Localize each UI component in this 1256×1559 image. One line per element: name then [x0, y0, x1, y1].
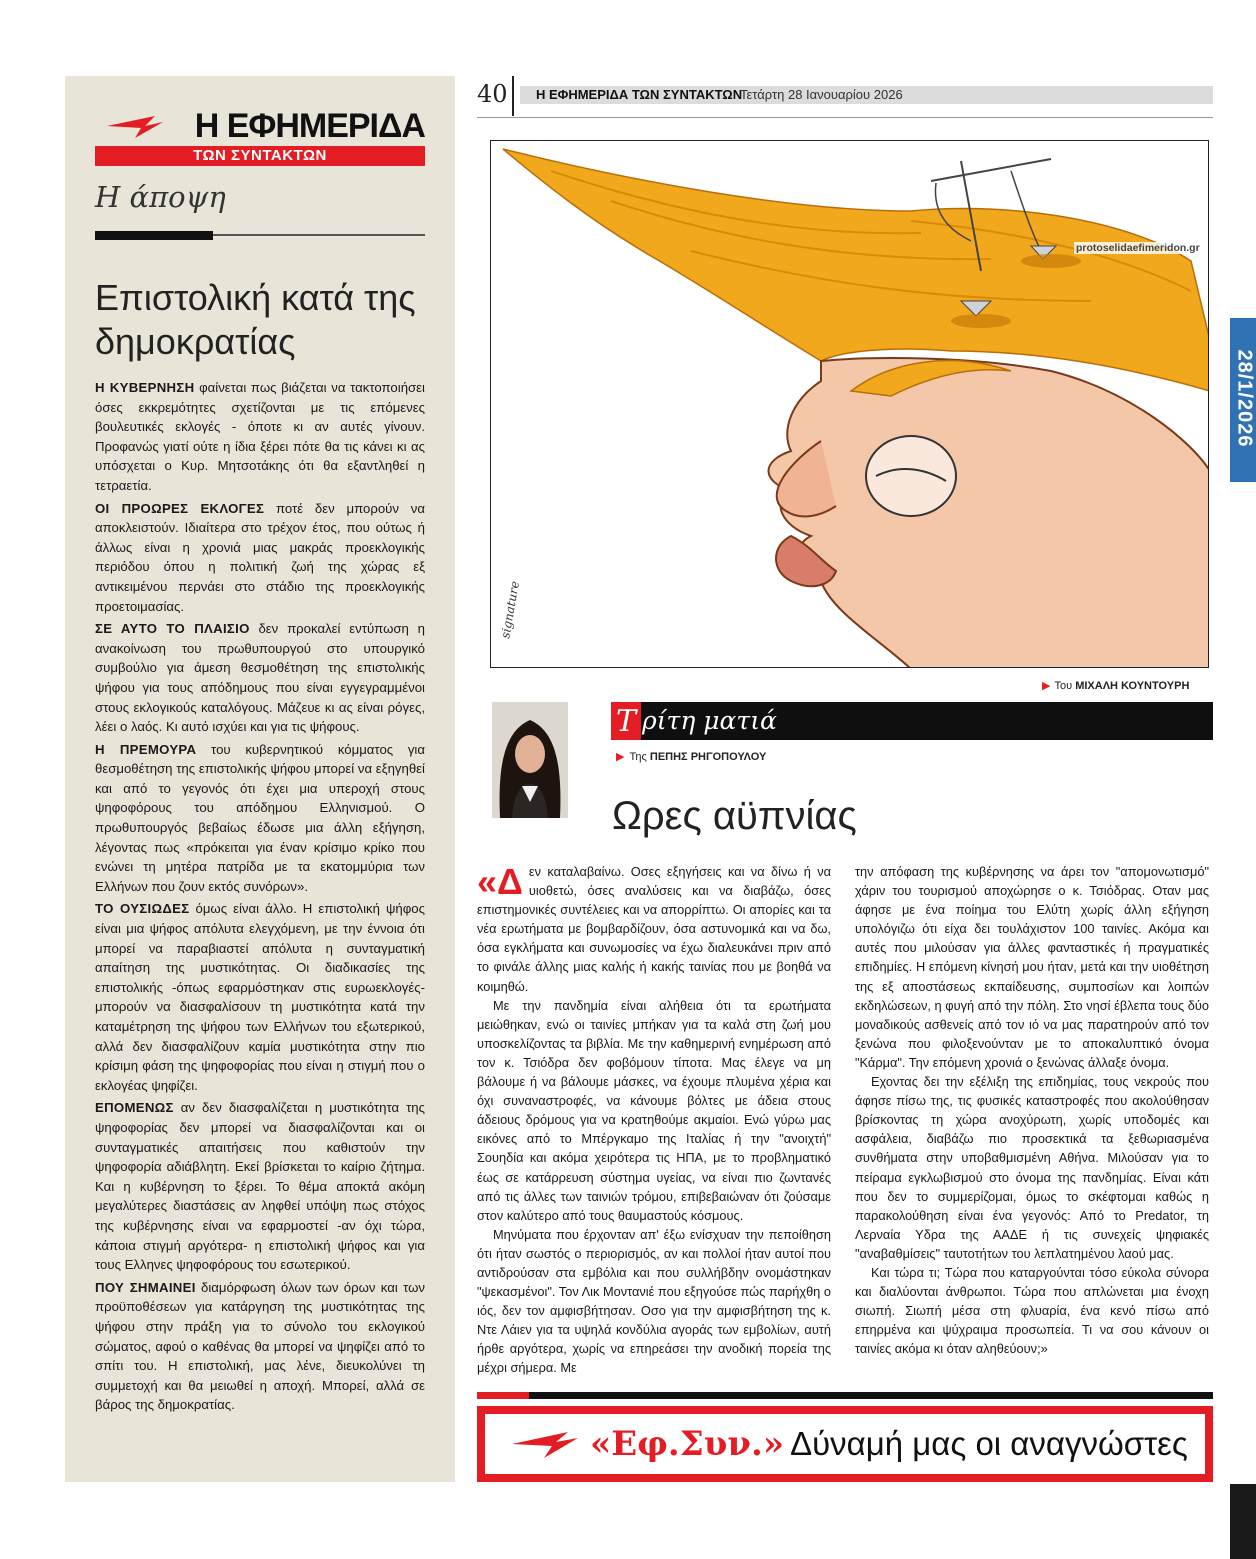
- logo-sub-text: ΤΩΝ ΣΥΝΤΑΚΤΩΝ: [193, 147, 327, 164]
- logo-main-text: Η ΕΦΗΜΕΡΙΔΑ: [194, 107, 425, 145]
- watermark-text: protoselidaefimeridon.gr: [1076, 242, 1200, 254]
- swoosh-icon: [510, 1426, 580, 1462]
- cartoon-credit: ▶ Του ΜΙΧΑΛΗ ΚΟΥΝΤΟΥΡΗ: [1042, 680, 1190, 692]
- opinion-body: [95, 378, 425, 1418]
- article-paragraph: «Δεν καταλαβαίνω. Οσες εξηγήσεις και να δίνω ή να υιοθετώ, όσες αναλύσεις και να διαβάζω, όσες επιστημονικές συντέλειες και να απορρίπτω. Οι απορίες και τα νέα ερωτήματα με βομβαρδίζουν, όσα αστυνομικά και να δω, όσα εγκλήματα και συνωμοσίες να έχω διαλευκάνει πριν από το φινάλε άλλης μιας καλής ή κακής ταινίας που με βοηθά να κοιμηθώ.: [477, 861, 831, 994]
- opinion-paragraph: ΣΕ ΑΥΤΟ ΤΟ ΠΛΑΙΣΙΟ δεν προκαλεί εντύπωση η ανακοίνωση του πρωθυπουργού στο υπουργικό συμβούλιο για άμεση θεσμοθέτηση της επιστολικής ψήφου για τους απόδημους που είναι εγγεγραμμένοι στους εκλογικούς καταλόγους. Μάζευε κι ας είναι ρόγες, λέει ο λαός. Κι αυτό ισχύει και για τις ψήφους.: [95, 621, 425, 735]
- article-paragraph: Με την πανδημία είναι αλήθεια ότι τα ερωτήματα μειώθηκαν, ενώ οι ταινίες μπήκαν για τα καλά στη ζωή μου υποσκελίζοντας τα βιβλία. Με την καθημερινή ενημέρωση από τον κ. Τσιόδρα δεν φοβόμουν τίποτα. Μας έλεγε να μη βάλουμε ή να βάλουμε μάσκες, να έχουμε πλυμένα χέρια και όχι συναναστροφές, να κάνουμε βόλτες με άδεια στους άδειους δρόμους για να κρατηθούμε ακμαίοι. Ενώ γύρω μας εικόνες από το Μπέργκαμο της Ιταλίας ή την "ανοιχτή" Σουηδία και ακόμα χειρότερα τις ΗΠΑ, με το προβληματικό έως σε κατάρρευση σύστημα υγείας, να είναι πιο ζωντανές από τις άλλες των ταινιών τρόμου, επιβεβαιώναν ότι ζούσαμε στον καλύτερο από τους θαυμαστούς κόσμους.: [477, 997, 831, 1223]
- drop-cap: «Δ: [477, 861, 523, 902]
- corner-block: [1230, 1484, 1256, 1559]
- article-headline: Ωρες αϋπνίας: [612, 794, 857, 838]
- column-byline: ▶ Της ΠΕΠΗΣ ΡΗΓΟΠΟΥΛΟΥ: [616, 751, 767, 763]
- date-side-tab: 28/1/2026: [1230, 318, 1256, 482]
- opinion-paragraph: ΟΙ ΠΡΟΩΡΕΣ ΕΚΛΟΓΕΣ ποτέ δεν μπορούν να αποκλειστούν. Ιδιαίτερα στο τρέχον έτος, που ούτως ή άλλως είναι η χρονιά μιας μακράς προεκλογικής περιόδου όπου η πολιτική ζωή της χώρας εξ αντικειμένου περνάει στο στάδιο της προεκλογικής προετοιμασίας.: [95, 500, 425, 614]
- opinion-headline: Επιστολική κατά της δημοκρατίας: [95, 277, 416, 362]
- article-paragraph: την απόφαση της κυβέρνησης να άρει τον "απομονωτισμό" χάριν του τουρισμού αποχώρησε ο κ. Τσιόδρας. Οταν μας άφησε με ένα ποίημα του Ελύτη χωρίς άλλη εξήγηση υπολόγιζω ότι είχα δει τουλάχιστον 100 ταινίες. Ακόμα και αυτές που μιλούσαν για άλλες φανταστικές ή πραγματικές επιδημίες. Η επόμενη κίνησή μου ήταν, μετά και την υιοθέτηση της εξ αποστάσεως εκπαίδευσης, συμποσίων και λοιπών εκδηλώσεων, η φυγή από την πόλη. Στο νησί έβλεπα τους δύο μοναδικούς ασθενείς από τον ιό να μας παρατηρούν από τον ξενώνα που φιλοξενούνταν με το αποκαλυπτικό όνομα "Κάρμα". Την επόμενη χρονιά ο ξενώνας άλλαξε όνομα.: [855, 864, 1209, 1070]
- triangle-icon: ▶: [616, 751, 625, 763]
- triangle-icon: ▶: [1042, 680, 1051, 692]
- column-title-initial: Τ: [611, 702, 641, 740]
- article-column-2: [855, 862, 1209, 1358]
- opinion-paragraph: ΕΠΟΜΕΝΩΣ αν δεν διασφαλίζεται η μυστικότητα της ψηφοφορίας δεν μπορεί να διασφαλίζονται και οι συνταγματικές απαιτήσεις που καθιστούν την ψηφοφορία αδιάβλητη. Εκεί βρίσκεται το καίριο ζήτημα. Και η κυβέρνηση το ξέρει. Το θέμα αποκτά ακόμη μεγαλύτερες διαστάσεις αν ληφθεί υπόψη πως στόχος της κυβέρνησης είναι να εφαρμοστεί -αν όχι τώρα, κάποια στιγμή αργότερα- η επιστολική ψήφος και για τους Ελληνες ψηφοφόρους του εσωτερικού.: [95, 1100, 425, 1273]
- svg-text:signature: signature: [498, 580, 523, 640]
- banner-rule-red: [477, 1392, 529, 1399]
- cartoon-illustration-icon: [491, 141, 1209, 668]
- header-separator: [512, 76, 514, 116]
- header-paper-name: Η ΕΦΗΜΕΡΙΔΑ ΤΩΝ ΣΥΝΤΑΚΤΩΝ: [536, 87, 743, 102]
- article-paragraph: Εχοντας δει την εξέλιξη της επιδημίας, τους νεκρούς που άφησε πίσω της, τις φυσικές καταστροφές που ακολούθησαν βρίσκοντας τη χώρα ανοχύρωτη, χωρίς υποδομές και ασφάλεια, διαβάζω πιο προσεκτικά τα ξεθωριασμένα συνθήματα στην υποβαθμισμένη Αθήνα. Μιλούσαν για το πείραμα εγκλωβισμού στο όνομα της πανδημίας. Είναι κάτι που δεν το συμμερίζομαι, όμως το σκέφτομαι καθώς η παρακολούθηση είναι ένα γεγονός: Από το Predator, τη Λερναία Υδρα της ΑΑΔΕ ή τις συνεχείς ψηφιακές "αναβαθμίσεις" ταυτοτήτων του λεπλατημένου λαού μας.: [855, 1074, 1209, 1261]
- opinion-paragraph: Η ΚΥΒΕΡΝΗΣΗ φαίνεται πως βιάζεται να τακτοποιήσει όσες εκκρεμότητες σχετίζονται με τις επόμενες βουλευτικές εκλογές - όποτε κι αν αυτές γίνουν. Προφανώς γιατί ούτε η ίδια ξέρει πότε θα τις κάνει κι ας υπόσχεται ο Κυρ. Μητσοτάκης ότι θα εξαντληθεί η τετραετία.: [95, 380, 425, 493]
- opinion-column: [65, 76, 455, 1482]
- reader-banner-text: «Εφ.Συν.» Δύναμή μας οι αναγνώστες: [590, 1424, 1188, 1464]
- article-paragraph: Μηνύματα που έρχονταν απ' έξω ενίσχυαν την πεποίθηση ότι ήταν σωστός ο περιορισμός, αν και πολλοί ήταν αυτοί που αντιδρούσαν στα εμβόλια και που συλλήβδην ονομάστηκαν "ψεκασμένοι". Τον Λικ Μοντανιέ που εξηγούσε πώς παρήχθη ο ιός, δεν τον αμφισβήτησαν. Οσο για την αμφισβήτηση της κ. Ντε Λάιεν για τα υψηλά κονδύλια αγοράς των εμβολίων, αυτή ήρθε αργότερα, χωρίς να επηρεάσει την ανοδική πορεία της μέχρι σήμερα. Με: [477, 1226, 831, 1376]
- editorial-cartoon[interactable]: [490, 140, 1209, 668]
- section-rule-dark: [95, 231, 213, 240]
- section-rule-thin: [213, 234, 425, 236]
- article-paragraph: Και τώρα τι; Τώρα που καταργούνται τόσο εύκολα σύνορα και διαλύονται άνθρωποι. Τώρα που απλώνεται μια ένοχη σιωπή. Σιωπή μέσα στη φλυαρία, ένα κενό πίσω από επηρμένα και ψύχραιμα προσωπεία. Τι να σου κάνουν οι ταινίες ακόμα κι όταν αληθεύουν;»: [855, 1264, 1209, 1357]
- page-number: 40: [477, 80, 508, 108]
- opinion-paragraph: ΠΟΥ ΣΗΜΑΙΝΕΙ διαμόρφωση όλων των όρων και των προϋποθέσεων για κατάργηση της μυστικότητας της ψήφου στην πράξη για το σύνολο του εκλογικού σώματος, αφού ο καθένας θα μπορεί να ψηφίζει από το σπίτι του. Η επιστολική, μας λένε, διευκολύνει τη συμμετοχή και θα μειωθεί η αποχή. Μπορεί, αλλά σε βάρος της δημοκρατίας.: [95, 1279, 425, 1413]
- opinion-paragraph: ΤΟ ΟΥΣΙΩΔΕΣ όμως είναι άλλο. Η επιστολική ψήφος είναι μια ψήφος απόλυτα ελεγχόμενη, με την έννοια ότι μπορεί να παραβιαστεί απόλυτα η συνταγματική απαίτηση της μυστικότητας. Οι διαδικασίες της επιστολικής -όπως εφαρμόστηκαν στις ευρωεκλογές- μπορούν να διασφαλίσουν τη μυστικότητα κατά την καταμέτρηση της ψήφου των Ελλήνων του εξωτερικού, αλλά δεν διασφαλίζουν καμία μυστικότητα στην πιο κρίσιμη φάση της ψηφοφορίας που είναι η στιγμή που ο εκλογέας ψηφίζει.: [95, 901, 425, 1093]
- author-portrait-icon: [492, 702, 568, 818]
- section-label: Η άποψη: [95, 180, 226, 214]
- author-photo: [492, 702, 568, 818]
- header-rule: [477, 117, 1213, 118]
- opinion-paragraph: Η ΠΡΕΜΟΥΡΑ του κυβερνητικού κόμματος για θεσμοθέτηση της επιστολικής ψήφου μπορεί να εξηγηθεί και από το γεγονός ότι έχει μια υπεροχή στους ψηφοφόρους του απόδημου Ελληνισμού. Ο πρωθυπουργός βεβαίως έδωσε μια άλλη εξήγηση, λέγοντας πως «πρόκειται για έναν κρίσιμο κρίκο που ενώνει τη μητέρα πατρίδα με τα εκατομμύρια των Ελλήνων που ζουν εκτός συνόρων».: [95, 741, 425, 894]
- article-column-1: [477, 862, 831, 1378]
- newspaper-logo[interactable]: [95, 106, 425, 166]
- column-title: ρίτη ματιά: [642, 706, 777, 735]
- banner-rule-black: [529, 1392, 1213, 1399]
- header-date: Τετάρτη 28 Ιανουαρίου 2026: [740, 87, 903, 102]
